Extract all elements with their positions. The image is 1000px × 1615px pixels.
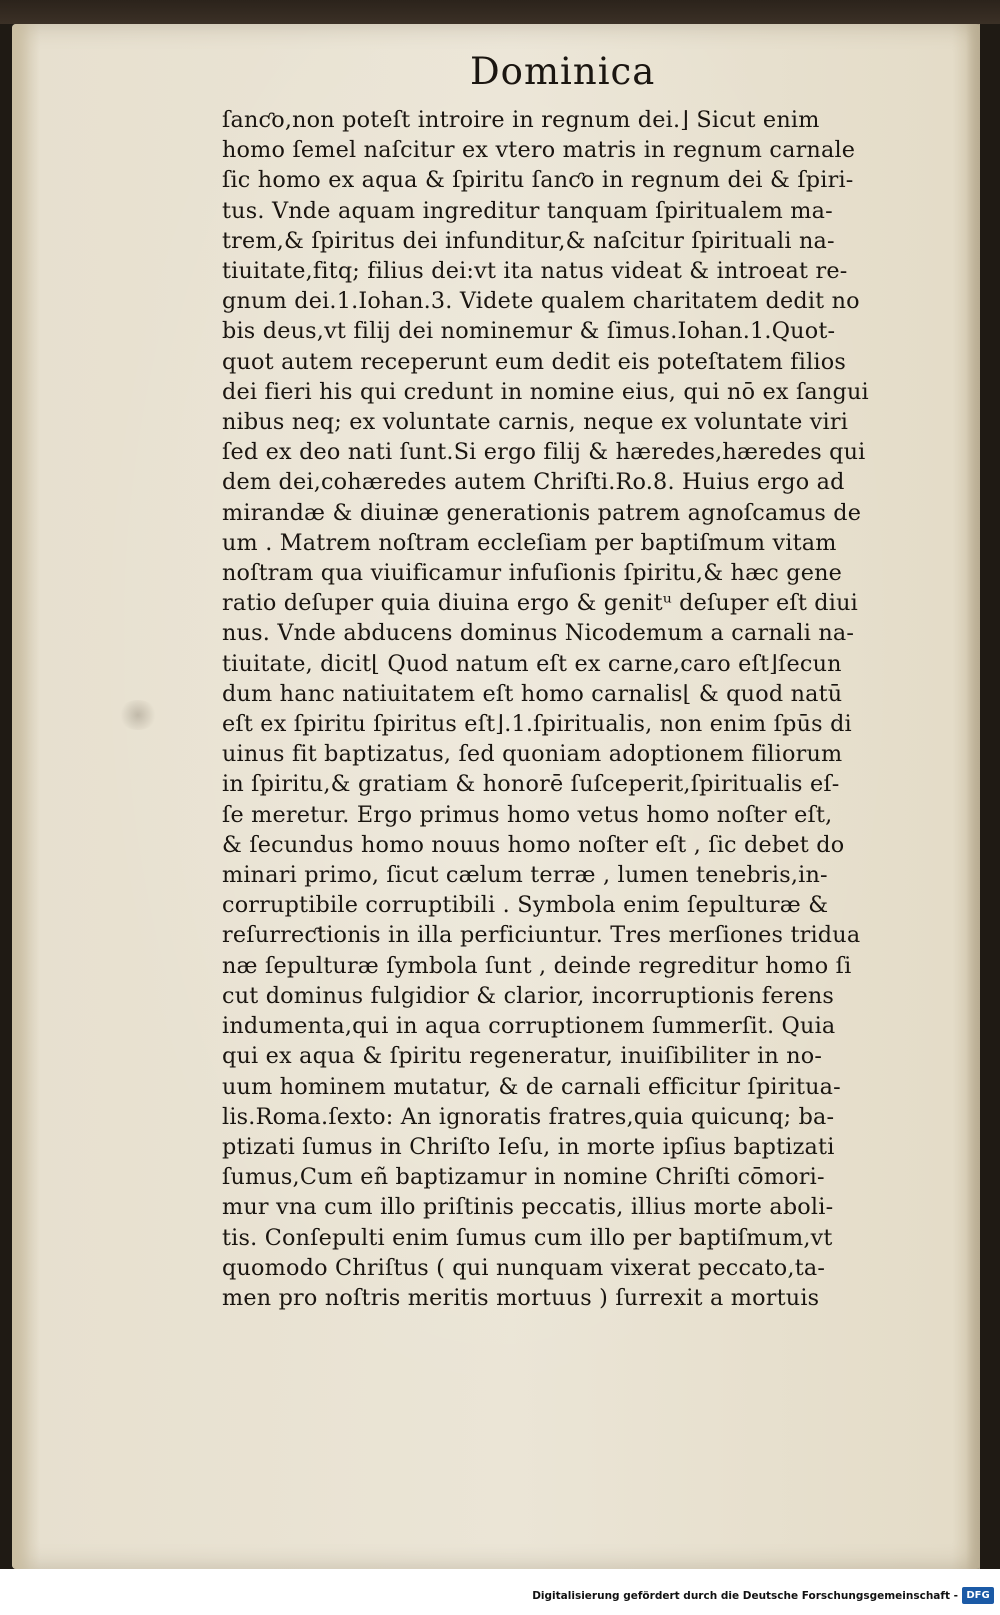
text-line: ratio deſuper quia diuina ergo & genitᵘ deſuper eſt diui [222, 590, 858, 617]
text-line: ſe meretur. Ergo primus homo vetus homo noſter eſt, [222, 801, 833, 828]
footer-bar [0, 1569, 1000, 1615]
text-line: lis.Roma.ſexto: An ignoratis fratres,quia quicunq; ba- [222, 1103, 835, 1130]
text-line: dei fieri his qui credunt in nomine eius, qui nō ex ſangui [222, 378, 869, 405]
text-line: quomodo Chriſtus ( qui nunquam vixerat peccato,ta- [222, 1254, 826, 1281]
text-line: nus. Vnde abducens dominus Nicodemum a carnali na- [222, 620, 855, 647]
text-line: trem,& ſpiritus dei infunditur,& naſcitur ſpirituali na- [222, 227, 835, 254]
text-line: indumenta,qui in aqua corruptionem ſummerſit. Quia [222, 1013, 836, 1040]
text-line: tis. Conſepulti enim ſumus cum illo per baptiſmum,vt [222, 1224, 833, 1251]
text-line: ſic homo ex aqua & ſpiritu ſanƈo in regnum dei & ſpiri- [222, 167, 854, 194]
body-text [222, 105, 922, 1313]
text-line: in ſpiritu,& gratiam & honorē ſuſceperit,ſpiritualis eſ- [222, 771, 840, 798]
running-header: Dominica [470, 50, 656, 93]
text-line: mur vna cum illo priſtinis peccatis, illius morte aboli- [222, 1194, 834, 1221]
text-line: eſt ex ſpiritu ſpiritus eſt⌋.1.ſpiritualis, non enim ſpūs di [222, 711, 852, 738]
text-line: & ſecundus homo nouus homo noſter eſt , ſic debet do [222, 831, 845, 858]
text-line: uum hominem mutatur, & de carnali efficitur ſpiritua- [222, 1073, 841, 1100]
text-line: ſed ex deo nati ſunt.Si ergo filij & hæredes,hæredes qui [222, 439, 866, 466]
text-line: dem dei,cohæredes autem Chriſti.Ro.8. Huius ergo ad [222, 469, 845, 496]
text-line: ſumus,Cum eñ baptizamur in nomine Chriſti cōmori- [222, 1164, 825, 1191]
text-line: corruptibile corruptibili . Symbola enim ſepulturæ & [222, 892, 829, 919]
text-line: quot autem receperunt eum dedit eis poteſtatem filios [222, 348, 846, 375]
text-line: gnum dei.1.Iohan.3. Videte qualem charitatem dedit no [222, 288, 860, 315]
text-line: tiuitate,fitq; filius dei:vt ita natus videat & introeat re- [222, 258, 848, 285]
text-line: ſanƈo,non poteſt introire in regnum dei.⌋ Sicut enim [222, 107, 820, 133]
text-line: um . Matrem noſtram eccleſiam per baptiſmum vitam [222, 529, 837, 556]
text-line: tiuitate, dicit⌊ Quod natum eſt ex carne,caro eſt⌋ſecun [222, 650, 842, 677]
paper-stain [118, 700, 158, 730]
text-line: uinus fit baptizatus, ſed quoniam adoptionem filiorum [222, 741, 843, 768]
text-line: noſtram qua viuificamur infuſionis ſpiritu,& hæc gene [222, 560, 843, 587]
text-line: nibus neq; ex voluntate carnis, neque ex voluntate viri [222, 409, 849, 436]
text-line: men pro noſtris meritis mortuus ) ſurrexit a mortuis [222, 1284, 820, 1311]
text-line: homo ſemel naſcitur ex vtero matris in regnum carnale [222, 137, 856, 164]
scan-background-top [0, 0, 1000, 24]
page-gutter-shadow [12, 24, 40, 1569]
text-line: dum hanc natiuitatem eſt homo carnalis⌊ & quod natū [222, 680, 843, 707]
text-line: reſurreƈtionis in illa perficiuntur. Tres merſiones tridua [222, 922, 861, 949]
text-line: bis deus,vt filij dei nominemur & ſimus.Iohan.1.Quot- [222, 318, 836, 345]
funding-credit: Digitalisierung gefördert durch die Deutsche Forschungsgemeinschaft - [532, 1590, 958, 1602]
text-line: qui ex aqua & ſpiritu regeneratur, inuiſibiliter in no- [222, 1043, 823, 1070]
text-line: cut dominus fulgidior & clarior, incorruptionis ferens [222, 982, 835, 1009]
text-line: næ ſepulturæ ſymbola ſunt , deinde regreditur homo ſi [222, 952, 852, 979]
dfg-logo-icon: DFG [962, 1587, 994, 1604]
text-line: mirandæ & diuinæ generationis patrem agnoſcamus de [222, 499, 862, 526]
page-edge-shadow [966, 24, 980, 1569]
text-line: minari primo, ſicut cælum terræ , lumen tenebris,in- [222, 862, 828, 889]
text-line: ptizati ſumus in Chriſto Ieſu, in morte ipſius baptizati [222, 1133, 835, 1160]
text-line: tus. Vnde aquam ingreditur tanquam ſpiritualem ma- [222, 197, 833, 224]
